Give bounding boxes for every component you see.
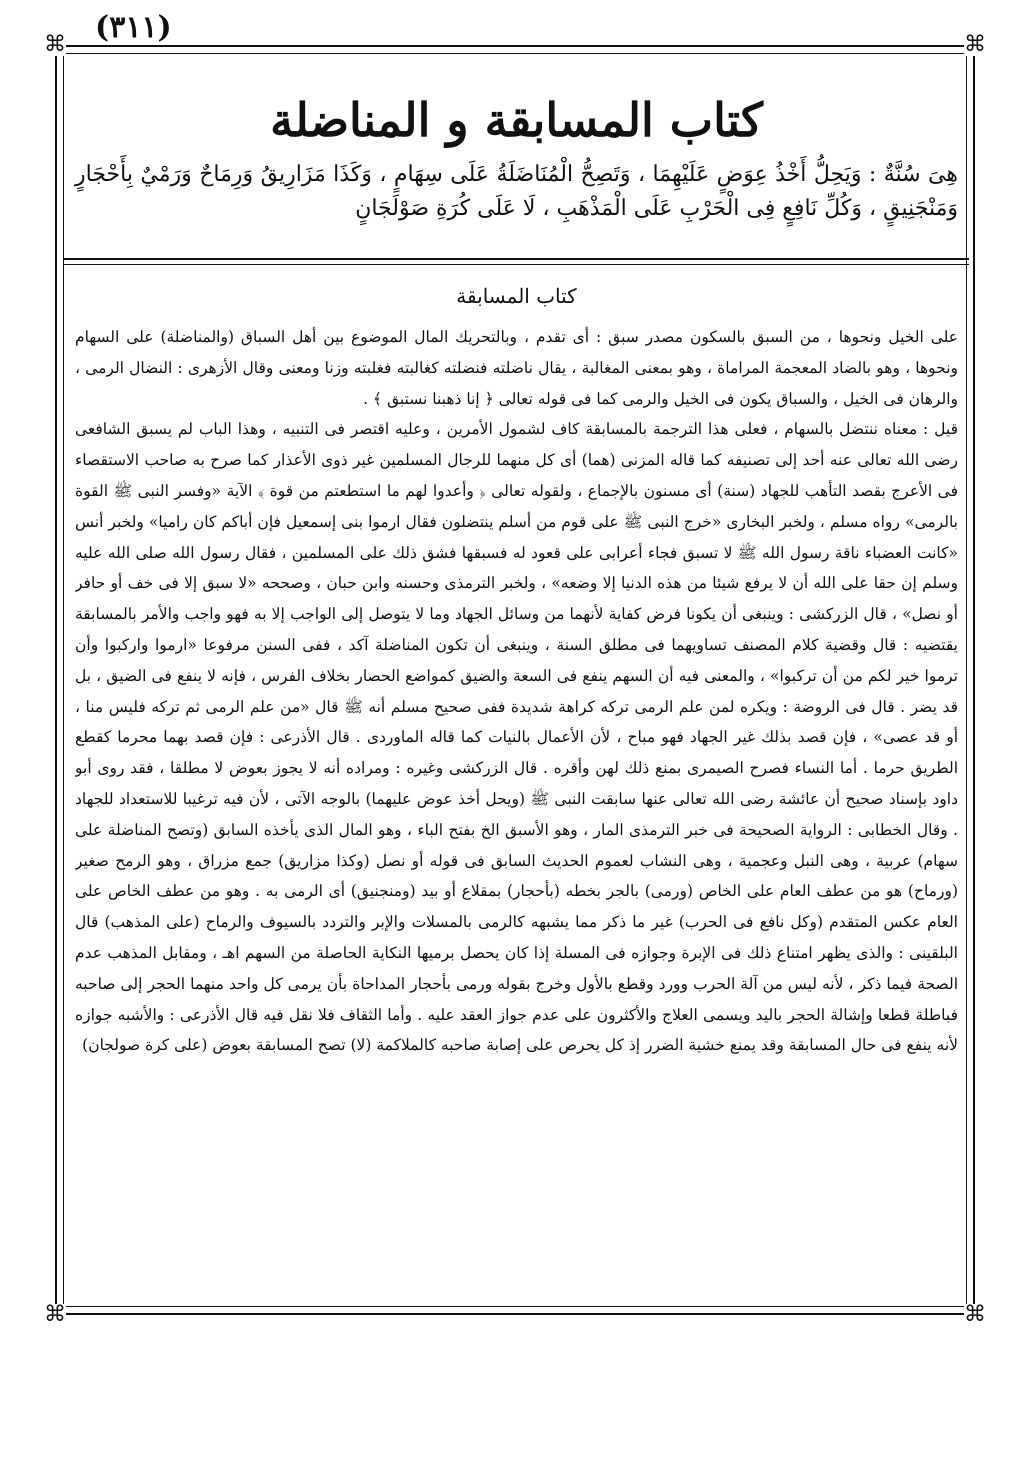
sharh-commentary-block <box>75 322 958 1307</box>
sharh-heading: كتاب المسابقة <box>456 284 577 308</box>
matn-paragraph: هِىَ سُنَّةٌ : وَيَحِلُّ أَخْذُ عِوَضٍ عَلَيْهِمَا ، وَتَصِحُّ الْمُنَاضَلَةُ عَلَى سِهَامٍ ، وَكَذَا مَزَارِيقُ وَرِمَاحٌ وَرَمْيٌ بِأَحْجَارٍ وَمَنْجَنِيقٍ ، وَكُلِّ نَافِعٍ فِى الْحَرْبِ عَلَى الْمَذْهَبِ ، لَا عَلَى كُرَةِ صَوْلَجَانٍ <box>75 162 958 221</box>
sharh-paragraph: قيل : معناه ننتضل بالسهام ، فعلى هذا الترجمة بالمسابقة كاف لشمول الأمرين ، وعليه اقتصر فى التنبيه ، وهذا الباب لم يسبق الشافعى رضى الله تعالى عنه أحد إلى تصنيفه كما قاله المزنى (هما) أى كل منهما للرجال المسلمين غير ذوى الأعذار كما صرح به صاحب الاستقصاء فى الأعرج بقصد التأهب للجهاد (سنة) أى مسنون بالإجماع ، ولقوله تعالى ﴿ وأعدوا لهم ما استطعتم من قوة ﴾ الآية «وفسر النبى ﷺ القوة بالرمى» رواه مسلم ، ولخبر البخارى «خرج النبى ﷺ على قوم من أسلم ينتضلون فقال ارموا بنى إسمعيل فإن أباكم كان راميا» ولخبر أنس «كانت العضباء ناقة رسول الله ﷺ لا تسبق فجاء أعرابى على قعود له فسبقها فشق ذلك على المسلمين ، فقال رسول الله صلى الله عليه وسلم إن حقا على الله أن لا يرفع شيئا من هذه الدنيا إلا وضعه» ، ولخبر الترمذى وحسنه وابن حبان ، وصححه «لا سبق إلا فى خف أو حافر أو نصل» ، قال الزركشى : وينبغى أن يكونا فرض كفاية لأنهما من وسائل الجهاد وما لا يتوصل إلى الواجب إلا به فهو واجب والأمر بالمسابقة يقتضيه : قال وقضية كلام المصنف تساويهما فى مطلق السنة ، وينبغى أن تكون المناضلة آكد ، ففى السنن مرفوعا «ارموا واركبوا وأن ترموا خير لكم من أن تركبوا» ، والمعنى فيه أن السهم ينفع فى السعة والضيق كمواضع الحصار بخلاف الفرس ، فإنه لا ينفع فى الضيق ، بل قد يضر . قال فى الروضة : ويكره لمن علم الرمى تركه كراهة شديدة ففى صحيح مسلم أنه ﷺ قال «من علم الرمى ثم تركه فليس منا ، أو قد عصى» ، فإن قصد بذلك غير الجهاد فهو مباح ، لأن الأعمال بالنيات كما قاله الماوردى . قال الأذرعى : فإن قصد بهما محرما كقطع الطريق حرما . أما النساء فصرح الصيمرى بمنع ذلك لهن وأقره . قال الزركشى وغيره : ومراده أنه لا يجوز بعوض لا مطلقا ، فقد روى أبو داود بإسناد صحيح أن عائشة رضى الله تعالى عنها سابقت النبى ﷺ (ويحل أخذ عوض عليهما) بالوجه الآتى ، لأن فيه ترغيبا للاستعداد للجهاد . وقال الخطابى : الرواية الصحيحة فى خبر الترمذى المار ، وهو الأسبق الخ بفتح الباء ، وهو المال الذى يأخذه السابق (وتصح المناضلة على سهام) عربية ، وهى النبل وعجمية ، وهى النشاب لعموم الحديث السابق فى قوله أو نصل (وكذا مزاريق) جمع مزراق ، وهو الرمح صغير (ورماح) هو من عطف العام على الخاص (ورمى) بالجر بخطه (بأحجار) بمقلاع أو بيد (ومنجنيق) أى الرمى به . وهو من عطف الخاص على العام عكس المتقدم (وكل نافع فى الحرب) غير ما ذكر مما يشبهه كالرمى بالمسلات والإبر والتردد بالسيوف والرماح (على المذهب) قال البلقينى : والذى يظهر امتناع ذلك فى الإبرة وجوازه فى المسلة إذا كان يحصل برميها النكاية الحاصلة من السهم اهـ ، ومقابل المذهب عدم الصحة فيما ذكر ، لأنه ليس من آلة الحرب وورد وقطع بالأول وخرج بقوله ورمى بأحجار المداحاة بأن يرمى كل واحد منهما الحجر إلى صاحبه فباطلة قطعا وإشالة الحجر باليد ويسمى العلاج والأكثرون على عدم جواز العقد عليه . وأما الثقاف فلا نقل فيه قال الأذرعى : والأشبه جوازه لأنه ينفع فى حال المسابقة وقد يمنع خشية الضرر إذ كل يحرص على إصابة صاحبه كالملاكمة (لا) تصح المسابقة بعوض (على كرة صولجان) <box>75 420 958 1055</box>
section-divider-thin <box>64 264 969 265</box>
corner-ornament-icon: ⌘ <box>44 32 66 57</box>
corner-ornament-icon: ⌘ <box>964 1302 986 1327</box>
matn-text-block <box>75 158 958 226</box>
sharh-paragraph: على الخيل ونحوها ، من السبق بالسكون مصدر سبق : أى تقدم ، وبالتحريك المال الموضوع بين أهل السباق (والمناضلة) على السهام ونحوها ، وهو بالضاد المعجمة المراماة ، وهو بمعنى المغالبة ، يقال ناضلته فنضلته كغالبته فغلبته وزنا ومعنى وقال الأزهرى : النضال الرمى ، والرهان فى الخيل ، والسباق يكون فى الخيل والرمى كما فى قوله تعالى ﴿ إنا ذهبنا نستبق ﴾ . <box>75 328 958 408</box>
book-title: كتاب المسابقة و المناضلة <box>270 93 763 147</box>
corner-ornament-icon: ⌘ <box>964 32 986 57</box>
page-number: (٣١١) <box>95 10 172 45</box>
corner-ornament-icon: ⌘ <box>44 1302 66 1327</box>
section-divider <box>64 258 969 260</box>
